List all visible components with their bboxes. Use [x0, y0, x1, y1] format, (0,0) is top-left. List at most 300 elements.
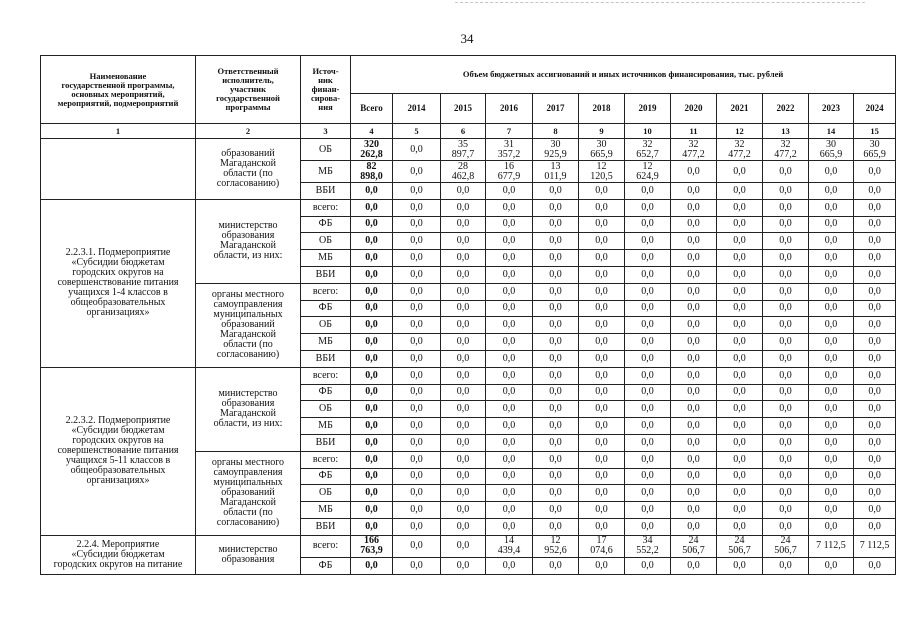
funding-source: всего:: [301, 199, 351, 216]
value-2017: 0,0: [533, 418, 579, 435]
funding-source: ВБИ: [301, 266, 351, 283]
program-item-name: 2.2.3.1. Подмероприятие «Субсидии бюджетам городских округов на совершенствование питания учащихся 1-4 классов в общеобразовательных организациях»: [41, 199, 196, 367]
funding-source: ОБ: [301, 139, 351, 161]
value-2021: 0,0: [717, 502, 763, 519]
value-2015: 35 897,7: [441, 139, 486, 161]
value-2016: 0,0: [486, 418, 533, 435]
funding-source: ВБИ: [301, 518, 351, 535]
header-year-2022: 2022: [763, 94, 809, 124]
value-2016: 0,0: [486, 250, 533, 267]
value-2022: 0,0: [763, 485, 809, 502]
value-2019: 0,0: [625, 233, 671, 250]
value-2016: 0,0: [486, 434, 533, 451]
value-2016: 0,0: [486, 183, 533, 200]
value-2020: 24 506,7: [671, 535, 717, 557]
value-2014: 0,0: [393, 535, 441, 557]
value-2024: 0,0: [854, 300, 896, 317]
value-2014: 0,0: [393, 434, 441, 451]
value-2016: 0,0: [486, 502, 533, 519]
value-2014: 0,0: [393, 317, 441, 334]
value-2014: 0,0: [393, 384, 441, 401]
value-2020: 0,0: [671, 468, 717, 485]
value-total: 0,0: [351, 350, 393, 367]
value-2021: 0,0: [717, 250, 763, 267]
value-2018: 0,0: [579, 300, 625, 317]
value-2014: 0,0: [393, 250, 441, 267]
funding-source: МБ: [301, 502, 351, 519]
value-2021: 0,0: [717, 233, 763, 250]
value-2016: 31 357,2: [486, 139, 533, 161]
value-2015: 0,0: [441, 350, 486, 367]
value-2024: 7 112,5: [854, 535, 896, 557]
column-number: 13: [763, 124, 809, 139]
scan-edge-artifact: [455, 2, 865, 3]
value-2019: 32 652,7: [625, 139, 671, 161]
value-2014: 0,0: [393, 401, 441, 418]
value-2021: 0,0: [717, 199, 763, 216]
column-number: 9: [579, 124, 625, 139]
column-number: 10: [625, 124, 671, 139]
value-2019: 0,0: [625, 418, 671, 435]
funding-source: МБ: [301, 161, 351, 183]
value-2019: 0,0: [625, 468, 671, 485]
value-2021: 0,0: [717, 300, 763, 317]
funding-source: ОБ: [301, 233, 351, 250]
value-2019: 0,0: [625, 384, 671, 401]
value-2016: 0,0: [486, 216, 533, 233]
value-2022: 0,0: [763, 334, 809, 351]
value-2014: 0,0: [393, 161, 441, 183]
value-2014: 0,0: [393, 139, 441, 161]
value-2014: 0,0: [393, 216, 441, 233]
funding-source: всего:: [301, 451, 351, 468]
value-total: 0,0: [351, 216, 393, 233]
value-2023: 0,0: [809, 418, 854, 435]
value-total: 0,0: [351, 434, 393, 451]
value-2016: 0,0: [486, 334, 533, 351]
value-2019: 0,0: [625, 300, 671, 317]
value-2022: 0,0: [763, 283, 809, 300]
value-2017: 0,0: [533, 468, 579, 485]
value-2021: 0,0: [717, 468, 763, 485]
header-year-2019: 2019: [625, 94, 671, 124]
value-2023: 0,0: [809, 350, 854, 367]
value-2024: 0,0: [854, 557, 896, 574]
funding-source: ФБ: [301, 300, 351, 317]
value-2016: 0,0: [486, 485, 533, 502]
value-2023: 0,0: [809, 300, 854, 317]
value-2015: 0,0: [441, 250, 486, 267]
value-2024: 0,0: [854, 468, 896, 485]
header-year-2023: 2023: [809, 94, 854, 124]
value-2022: 0,0: [763, 418, 809, 435]
value-2022: 0,0: [763, 350, 809, 367]
value-2024: 0,0: [854, 317, 896, 334]
value-total: 320 262,8: [351, 139, 393, 161]
value-total: 0,0: [351, 367, 393, 384]
value-2022: 0,0: [763, 451, 809, 468]
value-2015: 0,0: [441, 283, 486, 300]
value-2015: 0,0: [441, 367, 486, 384]
value-2022: 0,0: [763, 502, 809, 519]
funding-source: всего:: [301, 283, 351, 300]
value-2014: 0,0: [393, 266, 441, 283]
value-2020: 0,0: [671, 283, 717, 300]
value-2020: 0,0: [671, 485, 717, 502]
value-2018: 0,0: [579, 401, 625, 418]
column-number: 6: [441, 124, 486, 139]
value-2021: 0,0: [717, 367, 763, 384]
value-2023: 0,0: [809, 216, 854, 233]
value-2021: 0,0: [717, 518, 763, 535]
value-2021: 0,0: [717, 557, 763, 574]
responsible-executor: министерство образования: [196, 535, 301, 574]
value-2015: 0,0: [441, 535, 486, 557]
value-2021: 0,0: [717, 317, 763, 334]
responsible-executor: министерство образования Магаданской области, из них:: [196, 367, 301, 451]
value-2018: 0,0: [579, 468, 625, 485]
value-2016: 0,0: [486, 300, 533, 317]
value-2016: 0,0: [486, 384, 533, 401]
value-2023: 0,0: [809, 451, 854, 468]
value-2024: 0,0: [854, 485, 896, 502]
header-year-2018: 2018: [579, 94, 625, 124]
value-2019: 0,0: [625, 401, 671, 418]
value-total: 0,0: [351, 183, 393, 200]
value-2022: 0,0: [763, 216, 809, 233]
value-2020: 0,0: [671, 418, 717, 435]
value-total: 166 763,9: [351, 535, 393, 557]
value-2018: 0,0: [579, 367, 625, 384]
value-2014: 0,0: [393, 350, 441, 367]
value-2014: 0,0: [393, 518, 441, 535]
value-2017: 0,0: [533, 367, 579, 384]
funding-source: всего:: [301, 535, 351, 557]
value-2018: 0,0: [579, 451, 625, 468]
value-2016: 0,0: [486, 233, 533, 250]
value-2023: 0,0: [809, 502, 854, 519]
value-2024: 0,0: [854, 418, 896, 435]
value-2019: 0,0: [625, 334, 671, 351]
value-2014: 0,0: [393, 485, 441, 502]
value-2018: 0,0: [579, 283, 625, 300]
value-total: 0,0: [351, 283, 393, 300]
responsible-executor: образований Магаданской области (по согласованию): [196, 139, 301, 200]
column-number: 14: [809, 124, 854, 139]
value-2020: 0,0: [671, 183, 717, 200]
value-2021: 0,0: [717, 401, 763, 418]
funding-source: ФБ: [301, 384, 351, 401]
value-total: 0,0: [351, 334, 393, 351]
value-2019: 0,0: [625, 350, 671, 367]
value-2022: 32 477,2: [763, 139, 809, 161]
value-2016: 16 677,9: [486, 161, 533, 183]
value-2018: 0,0: [579, 183, 625, 200]
column-number: 8: [533, 124, 579, 139]
value-2024: 0,0: [854, 518, 896, 535]
table-header: [41, 56, 896, 139]
value-2017: 0,0: [533, 283, 579, 300]
value-2024: 0,0: [854, 266, 896, 283]
value-total: 0,0: [351, 266, 393, 283]
value-2015: 0,0: [441, 300, 486, 317]
value-2023: 0,0: [809, 384, 854, 401]
value-2024: 0,0: [854, 233, 896, 250]
value-2024: 0,0: [854, 502, 896, 519]
value-2016: 0,0: [486, 451, 533, 468]
header-total: Всего: [351, 94, 393, 124]
value-2019: 0,0: [625, 434, 671, 451]
value-2019: 0,0: [625, 485, 671, 502]
value-2015: 0,0: [441, 451, 486, 468]
value-total: 0,0: [351, 401, 393, 418]
value-2017: 0,0: [533, 317, 579, 334]
responsible-executor: органы местного самоуправления муниципальных образований Магаданской области (по согласованию): [196, 451, 301, 535]
value-2022: 0,0: [763, 518, 809, 535]
funding-source: ВБИ: [301, 434, 351, 451]
value-2021: 0,0: [717, 216, 763, 233]
value-2014: 0,0: [393, 199, 441, 216]
value-2022: 0,0: [763, 434, 809, 451]
value-2017: 0,0: [533, 451, 579, 468]
responsible-executor: министерство образования Магаданской области, из них:: [196, 199, 301, 283]
value-2020: 0,0: [671, 350, 717, 367]
value-2017: 0,0: [533, 350, 579, 367]
value-total: 0,0: [351, 233, 393, 250]
value-2022: 0,0: [763, 367, 809, 384]
value-2021: 0,0: [717, 384, 763, 401]
funding-source: ФБ: [301, 557, 351, 574]
value-2023: 0,0: [809, 199, 854, 216]
value-total: 0,0: [351, 557, 393, 574]
value-2024: 0,0: [854, 367, 896, 384]
table-row: [41, 367, 896, 384]
value-2018: 0,0: [579, 266, 625, 283]
funding-source: ОБ: [301, 401, 351, 418]
value-2017: 0,0: [533, 485, 579, 502]
value-2024: 0,0: [854, 283, 896, 300]
value-2018: 0,0: [579, 250, 625, 267]
value-2019: 0,0: [625, 502, 671, 519]
value-2016: 14 439,4: [486, 535, 533, 557]
value-2022: 0,0: [763, 183, 809, 200]
value-2019: 12 624,9: [625, 161, 671, 183]
value-2015: 0,0: [441, 401, 486, 418]
funding-source: ОБ: [301, 485, 351, 502]
header-year-2024: 2024: [854, 94, 896, 124]
value-2017: 0,0: [533, 266, 579, 283]
value-2024: 0,0: [854, 250, 896, 267]
value-2024: 0,0: [854, 384, 896, 401]
funding-source: ФБ: [301, 216, 351, 233]
funding-source: ВБИ: [301, 350, 351, 367]
value-2024: 0,0: [854, 183, 896, 200]
value-2023: 7 112,5: [809, 535, 854, 557]
value-total: 0,0: [351, 300, 393, 317]
value-2022: 24 506,7: [763, 535, 809, 557]
value-2021: 32 477,2: [717, 139, 763, 161]
value-2020: 0,0: [671, 518, 717, 535]
funding-source: МБ: [301, 334, 351, 351]
value-2015: 0,0: [441, 216, 486, 233]
header-year-2015: 2015: [441, 94, 486, 124]
value-2019: 0,0: [625, 183, 671, 200]
value-2017: 0,0: [533, 502, 579, 519]
value-2017: 0,0: [533, 401, 579, 418]
value-2022: 0,0: [763, 233, 809, 250]
column-numbers-row: [41, 124, 896, 139]
value-2018: 30 665,9: [579, 139, 625, 161]
value-2024: 0,0: [854, 199, 896, 216]
value-2018: 17 074,6: [579, 535, 625, 557]
header-year-2017: 2017: [533, 94, 579, 124]
funding-source: МБ: [301, 418, 351, 435]
value-2015: 0,0: [441, 233, 486, 250]
value-2019: 0,0: [625, 518, 671, 535]
value-2020: 0,0: [671, 451, 717, 468]
column-number: 7: [486, 124, 533, 139]
value-total: 82 898,0: [351, 161, 393, 183]
value-2020: 0,0: [671, 557, 717, 574]
value-2018: 0,0: [579, 434, 625, 451]
value-2014: 0,0: [393, 183, 441, 200]
value-2018: 12 120,5: [579, 161, 625, 183]
header-funding-volume: Объем бюджетных ассигнований и иных источников финансирования, тыс. рублей: [351, 56, 896, 94]
value-2020: 0,0: [671, 250, 717, 267]
value-2018: 0,0: [579, 317, 625, 334]
value-2016: 0,0: [486, 266, 533, 283]
value-2024: 0,0: [854, 334, 896, 351]
value-2018: 0,0: [579, 233, 625, 250]
table-body: [41, 139, 896, 575]
value-2023: 0,0: [809, 367, 854, 384]
program-item-name: 2.2.4. Мероприятие «Субсидии бюджетам городских округов на питание: [41, 535, 196, 574]
value-2017: 0,0: [533, 250, 579, 267]
value-2016: 0,0: [486, 367, 533, 384]
value-2015: 0,0: [441, 418, 486, 435]
funding-source: МБ: [301, 250, 351, 267]
value-2014: 0,0: [393, 283, 441, 300]
value-2015: 0,0: [441, 502, 486, 519]
value-2016: 0,0: [486, 468, 533, 485]
value-2018: 0,0: [579, 485, 625, 502]
value-2021: 0,0: [717, 266, 763, 283]
column-number: 12: [717, 124, 763, 139]
table-row: [41, 535, 896, 557]
value-2021: 0,0: [717, 161, 763, 183]
value-2015: 0,0: [441, 334, 486, 351]
value-2015: 0,0: [441, 317, 486, 334]
header-row: [41, 56, 896, 94]
value-2023: 0,0: [809, 317, 854, 334]
value-2017: 0,0: [533, 384, 579, 401]
value-total: 0,0: [351, 451, 393, 468]
value-total: 0,0: [351, 485, 393, 502]
value-2019: 0,0: [625, 451, 671, 468]
value-2019: 0,0: [625, 199, 671, 216]
value-2014: 0,0: [393, 233, 441, 250]
value-2022: 0,0: [763, 401, 809, 418]
value-2015: 0,0: [441, 557, 486, 574]
value-2020: 0,0: [671, 502, 717, 519]
header-source-column: Источ- ник финан- сирова- ния: [301, 56, 351, 124]
value-2022: 0,0: [763, 266, 809, 283]
value-2020: 0,0: [671, 216, 717, 233]
page-number: 34: [460, 31, 474, 46]
value-2023: 0,0: [809, 468, 854, 485]
value-2015: 0,0: [441, 518, 486, 535]
value-2015: 0,0: [441, 434, 486, 451]
header-responsible-column: Ответственный исполнитель, участник государственной программы: [196, 56, 301, 124]
value-2014: 0,0: [393, 451, 441, 468]
header-year-2014: 2014: [393, 94, 441, 124]
value-2018: 0,0: [579, 199, 625, 216]
value-2015: 0,0: [441, 468, 486, 485]
value-2023: 0,0: [809, 250, 854, 267]
value-2019: 34 552,2: [625, 535, 671, 557]
column-number: 11: [671, 124, 717, 139]
funding-source: ФБ: [301, 468, 351, 485]
value-2024: 0,0: [854, 401, 896, 418]
value-2024: 0,0: [854, 350, 896, 367]
value-2017: 0,0: [533, 199, 579, 216]
value-2017: 0,0: [533, 434, 579, 451]
value-2015: 0,0: [441, 485, 486, 502]
value-2021: 0,0: [717, 334, 763, 351]
value-2016: 0,0: [486, 557, 533, 574]
value-2023: 0,0: [809, 401, 854, 418]
value-2018: 0,0: [579, 384, 625, 401]
value-2022: 0,0: [763, 317, 809, 334]
value-2017: 0,0: [533, 300, 579, 317]
value-2024: 0,0: [854, 161, 896, 183]
value-2019: 0,0: [625, 283, 671, 300]
header-year-2021: 2021: [717, 94, 763, 124]
value-2015: 0,0: [441, 266, 486, 283]
value-2023: 0,0: [809, 161, 854, 183]
value-2019: 0,0: [625, 317, 671, 334]
program-item-name: 2.2.3.2. Подмероприятие «Субсидии бюджетам городских округов на совершенствование питания учащихся 5-11 классов в общеобразовательных организациях»: [41, 367, 196, 535]
value-2023: 30 665,9: [809, 139, 854, 161]
value-total: 0,0: [351, 384, 393, 401]
column-number: 5: [393, 124, 441, 139]
value-2015: 0,0: [441, 183, 486, 200]
value-total: 0,0: [351, 502, 393, 519]
value-2018: 0,0: [579, 418, 625, 435]
value-2019: 0,0: [625, 250, 671, 267]
value-2023: 0,0: [809, 518, 854, 535]
value-2016: 0,0: [486, 317, 533, 334]
header-name-column: Наименование государственной программы, основных мероприятий, мероприятий, подмероприятий: [41, 56, 196, 124]
value-2018: 0,0: [579, 350, 625, 367]
value-2017: 0,0: [533, 233, 579, 250]
value-2023: 0,0: [809, 266, 854, 283]
value-2017: 30 925,9: [533, 139, 579, 161]
column-number: 4: [351, 124, 393, 139]
table-row: [41, 199, 896, 216]
value-2017: 0,0: [533, 183, 579, 200]
value-2024: 0,0: [854, 216, 896, 233]
value-2020: 0,0: [671, 434, 717, 451]
value-2015: 28 462,8: [441, 161, 486, 183]
value-2020: 0,0: [671, 233, 717, 250]
value-2017: 0,0: [533, 518, 579, 535]
value-total: 0,0: [351, 518, 393, 535]
value-2023: 0,0: [809, 434, 854, 451]
value-2015: 0,0: [441, 199, 486, 216]
value-2020: 0,0: [671, 300, 717, 317]
value-2016: 0,0: [486, 401, 533, 418]
